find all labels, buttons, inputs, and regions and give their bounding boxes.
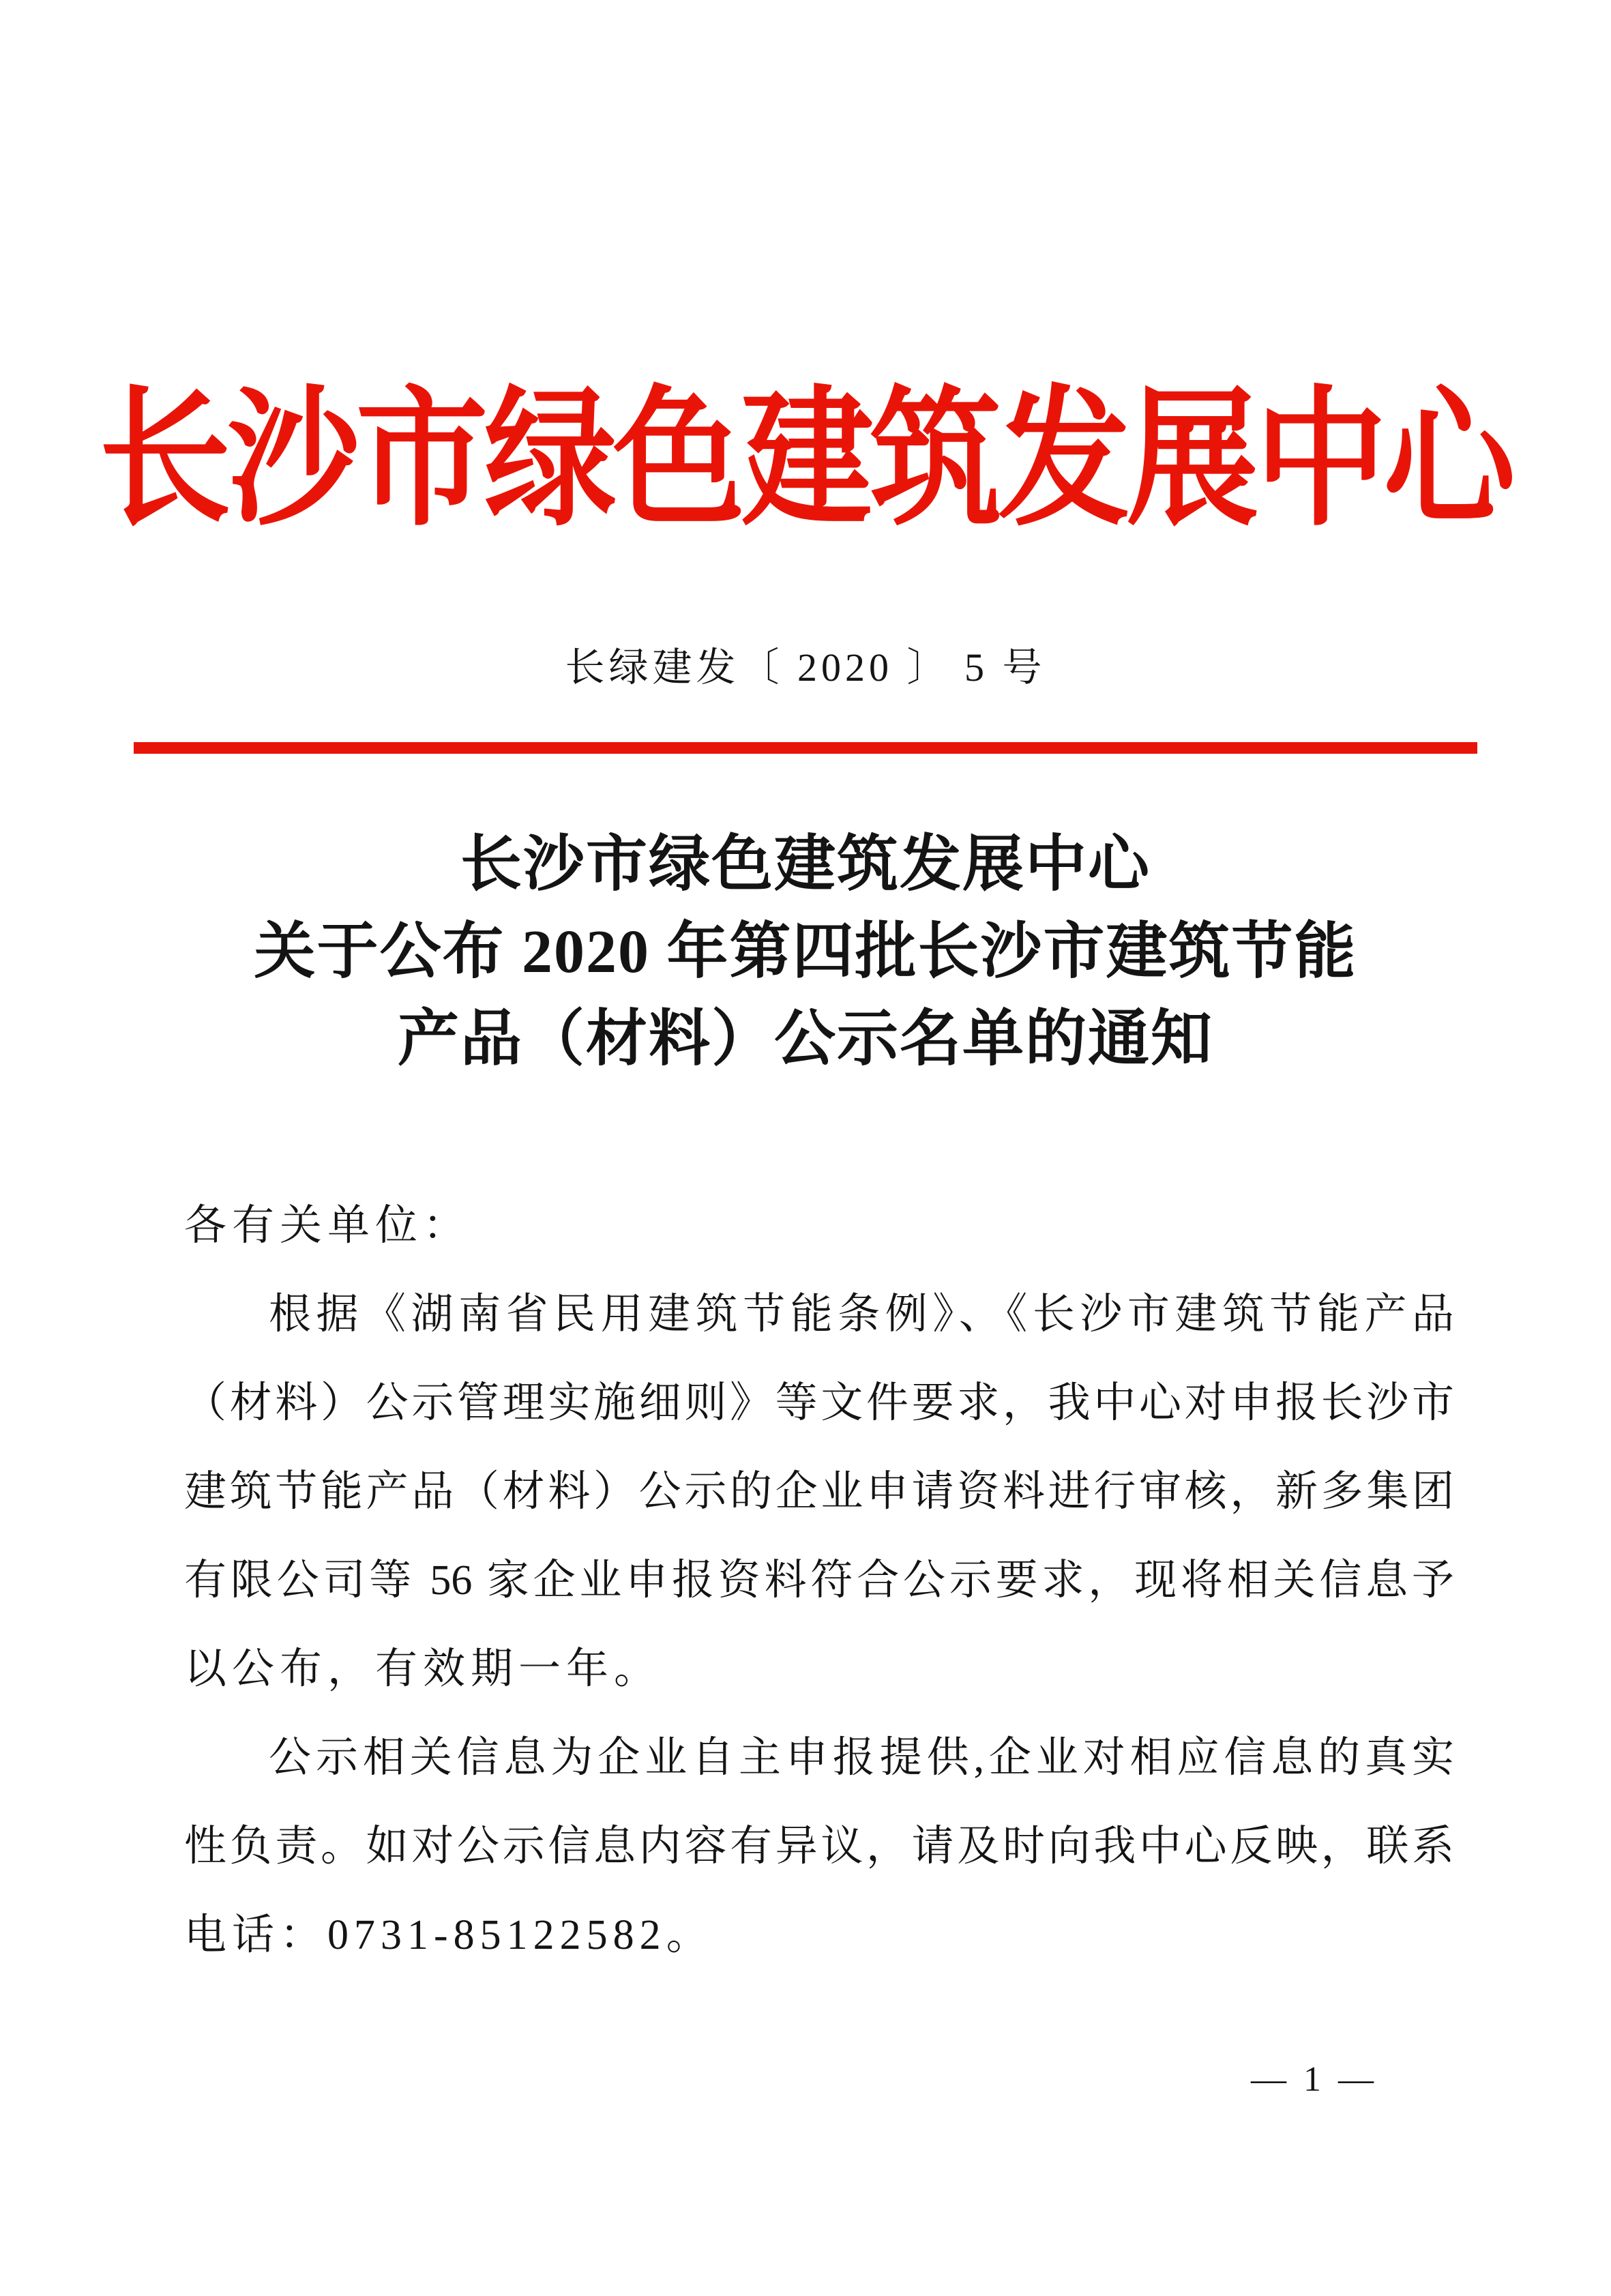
body-line: 建筑节能产品（材料）公示的企业申请资料进行审核，新多集团 (184, 1469, 1454, 1515)
body-line: 有限公司等 56 家企业申报资料符合公示要求，现将相关信息予 (184, 1557, 1454, 1604)
body-line: 电话：0731-85122582。 (184, 1912, 714, 1958)
body-line: 性负责。如对公示信息内容有异议，请及时向我中心反映，联系 (184, 1823, 1454, 1870)
body-line: 公示相关信息为企业自主申报提供,企业对相应信息的真实 (269, 1735, 1454, 1781)
body-line: 各有关单位： (184, 1203, 471, 1249)
title-line-1: 长沙市绿色建筑发展中心 (460, 831, 1151, 898)
page-number: — 1 — (1251, 2060, 1378, 2099)
letterhead-title: 长沙市绿色建筑发展中心 (99, 377, 1512, 544)
title-line-3: 产品（材料）公示名单的通知 (398, 1005, 1213, 1073)
body-line: 以公布，有效期一年。 (184, 1646, 662, 1692)
red-divider-rule (134, 742, 1477, 754)
title-line-2: 关于公布 2020 年第四批长沙市建筑节能 (254, 918, 1357, 986)
document-body (184, 1181, 1454, 1979)
document-title (0, 821, 1611, 1083)
doc-reference-number: 长绿建发〔 2020 〕 5 号 (565, 645, 1046, 690)
body-line: 根据《湖南省民用建筑节能条例》、《长沙市建筑节能产品 (269, 1291, 1454, 1338)
body-line: （材料）公示管理实施细则》等文件要求，我中心对申报长沙市 (184, 1380, 1454, 1426)
